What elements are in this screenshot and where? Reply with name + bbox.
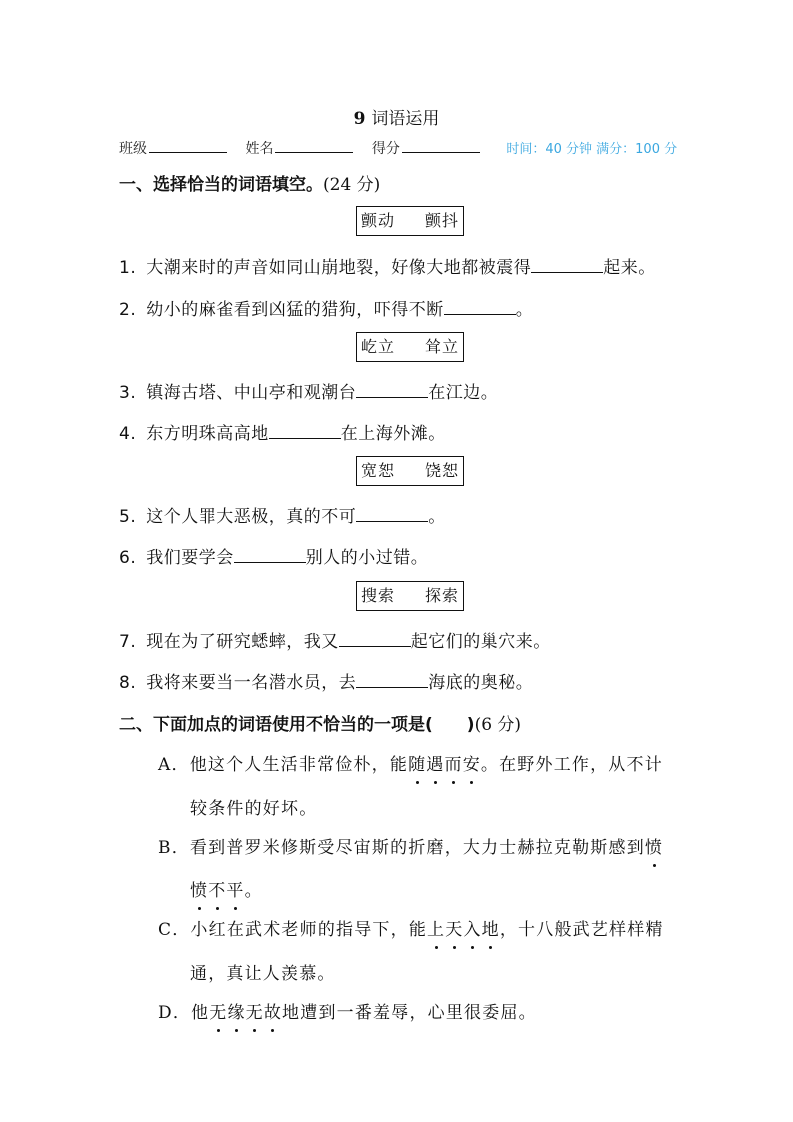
page-title — [0, 104, 793, 129]
question-text: 。 — [515, 300, 534, 320]
section1-title: 一、选择恰当的词语填空。 — [119, 175, 323, 195]
question-text: 大潮来时的声音如同山崩地裂，好像大地都被震得 — [146, 258, 532, 278]
word-option: 宽恕 — [361, 461, 396, 480]
emphasis-char: 不 — [208, 881, 227, 901]
section1-points: (24 分) — [323, 175, 381, 195]
emphasis-char: 安 — [462, 755, 481, 775]
option-text: ，十八般武艺样样精 — [499, 920, 664, 940]
question-7 — [119, 627, 551, 652]
option-text: 他这个人生活非常俭朴，能 — [189, 755, 409, 775]
name-field[interactable] — [275, 140, 353, 153]
question-number: 7. — [119, 632, 137, 652]
question-text: 别人的小过错。 — [305, 548, 429, 568]
emphasis-char: 上 — [427, 920, 446, 940]
question-text: 幼小的麻雀看到凶猛的猎狗，吓得不断 — [146, 300, 444, 320]
emphasis-char: 随 — [408, 755, 427, 775]
option-d[interactable] — [158, 998, 537, 1023]
question-number: 1. — [119, 258, 137, 278]
dotted-phrase — [190, 881, 245, 901]
question-text: 镇海古塔、中山亭和观潮台 — [146, 383, 357, 403]
class-field[interactable] — [149, 140, 227, 153]
word-option: 颤抖 — [425, 211, 460, 230]
emphasis-char: 遇 — [426, 755, 445, 775]
answer-blank[interactable] — [531, 258, 603, 273]
word-choice-box — [356, 456, 464, 486]
emphasis-char: 无 — [245, 1003, 264, 1023]
question-number: 8. — [119, 673, 137, 693]
option-c-line2 — [190, 959, 336, 984]
word-choice-box — [356, 332, 464, 362]
question-text: 起它们的巢穴来。 — [410, 632, 551, 652]
option-a-line2 — [190, 794, 317, 819]
answer-blank[interactable] — [269, 424, 341, 439]
section2-title-end: ) — [466, 715, 475, 735]
question-8 — [119, 668, 533, 693]
option-b[interactable] — [158, 833, 663, 858]
question-number: 3. — [119, 383, 137, 403]
word-choice-box — [356, 206, 464, 236]
option-text: 地遭到一番羞辱，心里很委屈。 — [282, 1003, 537, 1023]
word-option: 探索 — [425, 586, 460, 605]
question-2 — [119, 295, 533, 320]
question-text: 我将来要当一名潜水员，去 — [146, 673, 357, 693]
option-text: 。 — [244, 881, 263, 901]
option-b-line2 — [190, 876, 263, 901]
score-field[interactable] — [402, 140, 480, 153]
emphasis-char: 地 — [481, 920, 500, 940]
emphasis-char: 无 — [209, 1003, 228, 1023]
option-a[interactable] — [158, 750, 663, 775]
section2-points: (6 分) — [474, 715, 522, 735]
question-text: 这个人罪大恶极，真的不可 — [146, 507, 357, 527]
lesson-number: 9 — [353, 109, 366, 129]
question-number: 6. — [119, 548, 137, 568]
question-number: 5. — [119, 507, 137, 527]
dotted-phrase — [427, 920, 500, 940]
question-number: 4. — [119, 424, 137, 444]
emphasis-char: 愤 — [190, 881, 209, 901]
word-option: 饶恕 — [425, 461, 460, 480]
question-text: 起来。 — [603, 258, 656, 278]
question-number: 2. — [119, 300, 137, 320]
answer-blank[interactable] — [234, 548, 306, 563]
question-6 — [119, 543, 428, 568]
option-text: 他 — [191, 1003, 210, 1023]
question-text: 在江边。 — [428, 383, 499, 403]
option-text: 较条件的好坏。 — [190, 799, 318, 819]
section1-heading — [119, 170, 380, 195]
question-text: 我们要学会 — [146, 548, 234, 568]
question-text: 现在为了研究蟋蟀，我又 — [146, 632, 339, 652]
time-score-info: 时间：40 分钟 满分：100 分 — [506, 142, 678, 157]
option-text: 小红在武术老师的指导下，能 — [190, 920, 428, 940]
section2-title: 二、下面加点的词语使用不恰当的一项是( — [119, 715, 433, 735]
option-c[interactable] — [158, 915, 664, 940]
word-option: 颤动 — [361, 211, 396, 230]
dotted-phrase — [209, 1003, 282, 1023]
dotted-phrase — [408, 755, 481, 775]
emphasis-char: 入 — [463, 920, 482, 940]
option-text: 通，真让人羡慕。 — [190, 964, 336, 984]
question-4 — [119, 419, 446, 444]
option-text: 看到普罗米修斯受尽宙斯的折磨，大力士赫拉克勒斯感到 — [189, 838, 645, 858]
dotted-phrase — [645, 838, 663, 858]
word-option: 屹立 — [361, 337, 396, 356]
question-3 — [119, 378, 498, 403]
answer-blank[interactable] — [356, 383, 428, 398]
answer-blank[interactable] — [339, 632, 411, 647]
question-5 — [119, 502, 446, 527]
emphasis-char: 缘 — [227, 1003, 246, 1023]
section2-heading — [119, 710, 521, 735]
answer-blank[interactable] — [356, 507, 428, 522]
emphasis-char: 平 — [226, 881, 245, 901]
option-label: D． — [158, 1003, 192, 1023]
emphasis-char: 故 — [263, 1003, 283, 1023]
score-label: 得分 — [371, 141, 400, 157]
lesson-title: 词语运用 — [371, 109, 440, 129]
question-text: 。 — [428, 507, 446, 527]
emphasis-char: 天 — [445, 920, 464, 940]
class-label: 班级 — [119, 141, 147, 157]
name-label: 姓名 — [245, 141, 274, 157]
student-info-line — [119, 138, 677, 158]
option-label: C． — [158, 920, 191, 940]
option-label: B． — [158, 838, 190, 858]
question-text: 东方明珠高高地 — [146, 424, 269, 444]
answer-blank[interactable] — [444, 300, 516, 315]
answer-blank[interactable] — [356, 673, 428, 688]
word-choice-box — [356, 581, 464, 611]
option-text: 。在野外工作，从不计 — [480, 755, 663, 775]
question-1 — [119, 253, 656, 278]
emphasis-char: 而 — [444, 755, 463, 775]
question-text: 在上海外滩。 — [340, 424, 446, 444]
word-option: 搜索 — [361, 586, 396, 605]
question-text: 海底的奥秘。 — [428, 673, 534, 693]
word-option: 耸立 — [425, 337, 460, 356]
emphasis-char: 愤 — [644, 838, 664, 858]
option-label: A． — [158, 755, 190, 775]
